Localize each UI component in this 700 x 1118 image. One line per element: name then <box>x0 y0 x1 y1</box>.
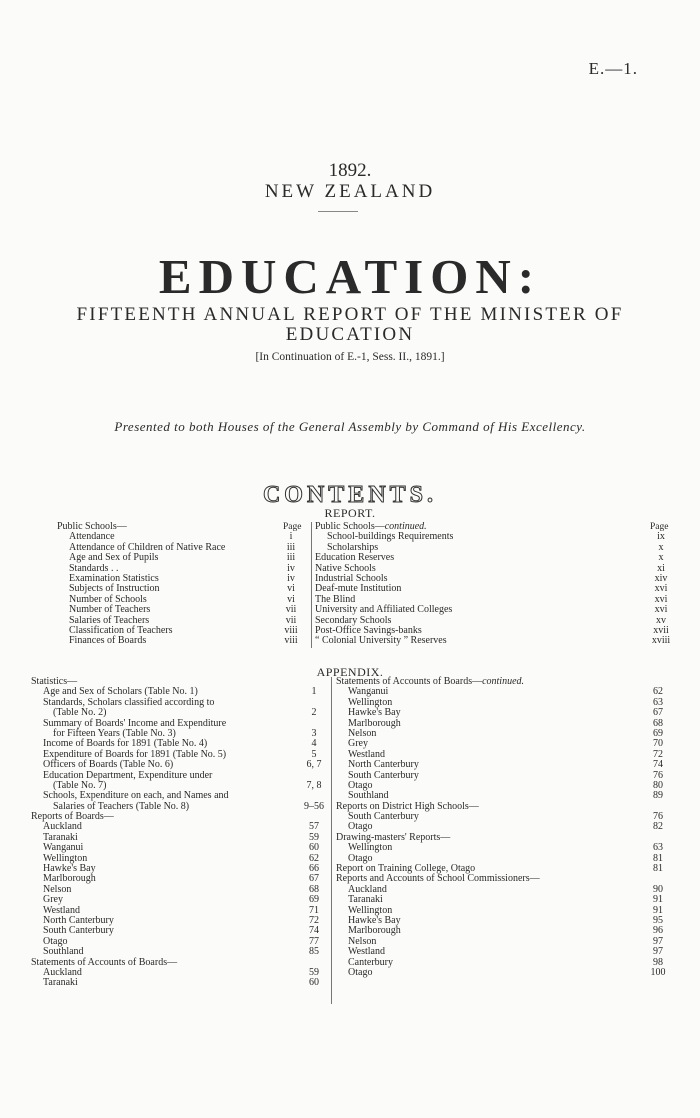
contents-entry-label: Westland <box>348 946 385 958</box>
contents-entry-page: 85 <box>309 946 319 958</box>
contents-entry-label: Otago <box>348 779 373 791</box>
contents-entry <box>31 708 331 718</box>
appendix-right-column <box>336 677 676 978</box>
contents-entry-label: Report on Training College, Otago <box>336 863 476 875</box>
contents-entry <box>31 978 331 988</box>
contents-entry-label: Schools, Expenditure on each, and Names and <box>43 790 229 802</box>
contents-entry-label: Nelson <box>348 727 377 739</box>
contents-entry-page: 97 <box>653 946 663 958</box>
contents-entry <box>31 760 331 770</box>
appendix-heading: APPENDIX. <box>316 665 384 679</box>
report-heading: REPORT. <box>324 506 376 520</box>
contents-entry-page: 71 <box>309 904 319 916</box>
contents-entry-page: 82 <box>653 821 663 833</box>
contents-entry-page: 59 <box>309 966 319 978</box>
contents-entry-page: i <box>289 531 293 543</box>
contents-entry-page: 97 <box>653 935 663 947</box>
contents-entry-label: Age and Sex of Scholars (Table No. 1) <box>43 686 198 698</box>
contents-entry-label: Marlborough <box>348 717 401 729</box>
contents-entry-label: Hawke's Bay <box>348 914 401 926</box>
contents-entry-label: North Canterbury <box>348 759 419 771</box>
contents-entry-page: 77 <box>309 935 319 947</box>
contents-entry <box>336 739 676 749</box>
contents-entry <box>57 553 313 563</box>
contents-entry-label: Industrial Schools <box>315 572 388 584</box>
contents-entry-label: Education Department, Expenditure under <box>43 769 213 781</box>
country-heading: NEW ZEALAND <box>264 181 436 202</box>
contents-entry-page: 66 <box>309 863 319 875</box>
contents-entry-label: Number of Schools <box>69 593 147 605</box>
contents-entry-label: Classification of Teachers <box>69 624 173 636</box>
contents-entry-page: 2 <box>311 707 317 719</box>
contents-entry-page: 81 <box>653 852 663 864</box>
contents-entry-label: Wellington <box>348 904 393 916</box>
contents-entry-label: University and Affiliated Colleges <box>315 604 453 616</box>
contents-entry-label: Finances of Boards <box>69 635 147 647</box>
page-label-right: Page <box>650 522 669 532</box>
contents-entry-label: Wanganui <box>348 686 389 698</box>
contents-entry-label: South Canterbury <box>348 811 419 823</box>
contents-entry-label: South Canterbury <box>43 925 114 937</box>
contents-entry-label: Income of Boards for 1891 (Table No. 4) <box>43 738 208 750</box>
contents-entry-label: Taranaki <box>43 831 78 843</box>
contents-entry-page: 72 <box>653 748 663 760</box>
contents-entry-label: Reports on District High Schools— <box>336 800 479 812</box>
contents-entry-page: iv <box>287 572 295 584</box>
contents-entry <box>315 584 677 594</box>
subtitle-line-1: FIFTEENTH ANNUAL REPORT OF THE MINISTER OF <box>76 304 624 325</box>
contents-entry <box>336 843 676 853</box>
contents-entry-page: 90 <box>653 883 663 895</box>
contents-heading: CONTENTS. <box>262 482 438 508</box>
contents-entry <box>315 553 677 563</box>
contents-entry-page: 81 <box>653 863 663 875</box>
contents-entry-label: Wellington <box>43 852 88 864</box>
contents-entry-page: 96 <box>653 925 663 937</box>
contents-entry-label: Nelson <box>43 883 72 895</box>
contents-entry-label: Examination Statistics <box>69 572 159 584</box>
presented-note: Presented to both Houses of the General Assembly by Command of His Excellency. <box>114 419 586 434</box>
contents-entry-label: Westland <box>348 748 385 760</box>
contents-entry-label: (Table No. 7) <box>53 779 107 791</box>
contents-entry-label: Deaf-mute Institution <box>315 583 402 595</box>
contents-entry-label: Scholarships <box>327 541 379 553</box>
contents-entry-label: Summary of Boards' Income and Expenditure <box>43 717 227 729</box>
appendix-left-column <box>31 677 331 989</box>
contents-entry-page: 76 <box>653 769 663 781</box>
contents-entry-page: 6, 7 <box>306 759 322 771</box>
contents-entry-page: 63 <box>653 842 663 854</box>
contents-entry-label: Wellington <box>348 842 393 854</box>
contents-entry-label: for Fifteen Years (Table No. 3) <box>53 727 176 739</box>
contents-entry-label: (Table No. 2) <box>53 707 107 719</box>
contents-entry-label: Grey <box>43 894 63 906</box>
contents-entry-label: Nelson <box>348 935 377 947</box>
contents-entry-page: 67 <box>653 707 663 719</box>
contents-entry-page: xvi <box>654 583 668 595</box>
contents-entry-label: Auckland <box>43 966 82 978</box>
contents-entry-label: Auckland <box>348 883 387 895</box>
contents-entry-label: Native Schools <box>315 562 376 574</box>
continuation-note: [In Continuation of E.-1, Sess. II., 1891.] <box>255 351 445 363</box>
contents-entry-label: Statistics— <box>31 676 78 687</box>
contents-entry <box>31 947 331 957</box>
contents-entry-label: Statements of Accounts of Boards—continued. <box>336 676 525 687</box>
contents-entry-page: 57 <box>309 821 319 833</box>
contents-entry-page: x <box>658 541 664 553</box>
contents-entry-label: North Canterbury <box>43 914 114 926</box>
contents-entry-page: xvi <box>654 604 668 616</box>
contents-entry-label: Hawke's Bay <box>348 707 401 719</box>
contents-entry-page: xviii <box>651 635 671 647</box>
contents-entry-page: 1 <box>311 686 317 698</box>
contents-entry-page: 95 <box>653 914 663 926</box>
contents-entry-page: 67 <box>309 873 319 885</box>
contents-entry <box>336 968 676 978</box>
document-reference: E.—1. <box>588 59 638 78</box>
contents-entry-page: 68 <box>653 717 663 729</box>
contents-entry <box>336 771 676 781</box>
subtitle-line-2: EDUCATION <box>285 324 415 345</box>
contents-entry-label: Standards, Scholars classified according to <box>43 696 215 708</box>
contents-entry-page: 91 <box>653 904 663 916</box>
contents-entry <box>31 885 331 895</box>
contents-entry-page: 62 <box>653 686 663 698</box>
contents-entry-label: Statements of Accounts of Boards— <box>31 956 178 968</box>
contents-entry-label: Secondary Schools <box>315 614 392 626</box>
contents-entry <box>336 937 676 947</box>
contents-entry-page: iii <box>286 541 296 553</box>
contents-entry-page: 69 <box>653 727 663 739</box>
contents-entry-page: 60 <box>309 842 319 854</box>
contents-entry-label: Officers of Boards (Table No. 6) <box>43 759 174 771</box>
contents-entry-label: Marlborough <box>43 873 96 885</box>
report-right-column <box>315 522 677 647</box>
page-label-left: Page <box>283 522 302 532</box>
contents-entry-label: Attendance <box>69 531 115 543</box>
contents-entry-page: 69 <box>309 894 319 906</box>
divider <box>318 211 358 212</box>
contents-entry-label: Southland <box>43 946 84 958</box>
contents-entry-page: vii <box>285 614 297 626</box>
contents-entry-page: 3 <box>311 727 317 739</box>
contents-entry-label: Taranaki <box>348 894 383 906</box>
contents-entry-label: Hawke's Bay <box>43 863 96 875</box>
contents-entry-label: Grey <box>348 738 368 750</box>
contents-entry-label: Public Schools—continued. <box>315 521 427 532</box>
contents-entry-page: 59 <box>309 831 319 843</box>
contents-entry-label: Attendance of Children of Native Race <box>69 541 226 553</box>
contents-entry-page: 62 <box>309 852 319 864</box>
contents-entry-label: Post-Office Savings-banks <box>315 624 422 636</box>
contents-entry-label: Auckland <box>43 821 82 833</box>
contents-entry-label: Salaries of Teachers <box>69 614 150 626</box>
report-left-column <box>57 522 313 647</box>
contents-entry <box>336 729 676 739</box>
contents-entry-label: Expenditure of Boards for 1891 (Table No. 5) <box>43 748 227 760</box>
contents-entry-label: Otago <box>348 966 373 978</box>
contents-entry <box>336 708 676 718</box>
contents-entry <box>336 760 676 770</box>
contents-entry-label: Otago <box>348 821 373 833</box>
contents-entry-label: Age and Sex of Pupils <box>69 552 159 564</box>
contents-entry-label: The Blind <box>315 593 356 605</box>
contents-entry-page: xvii <box>653 624 669 636</box>
contents-entry-label: Wellington <box>348 696 393 708</box>
contents-entry-page: xvi <box>654 593 668 605</box>
contents-entry <box>336 926 676 936</box>
contents-entry-page: 5 <box>311 748 317 760</box>
contents-entry-page: 70 <box>653 738 663 750</box>
contents-entry-page: viii <box>284 635 298 647</box>
contents-entry <box>31 926 331 936</box>
contents-entry-label: Public Schools— <box>57 521 127 532</box>
contents-entry <box>336 874 676 884</box>
contents-entry <box>57 605 313 615</box>
contents-entry-page: viii <box>284 624 298 636</box>
contents-entry <box>31 874 331 884</box>
contents-entry-label: South Canterbury <box>348 769 419 781</box>
contents-entry-page: 72 <box>309 914 319 926</box>
contents-entry <box>57 636 313 646</box>
contents-entry-page: 4 <box>311 738 317 750</box>
contents-entry-label: School-buildings Requirements <box>327 531 454 543</box>
contents-entry-page: 100 <box>650 966 666 978</box>
contents-entry-label: Subjects of Instruction <box>69 583 160 595</box>
contents-entry-page: 74 <box>309 925 319 937</box>
contents-entry <box>336 719 676 729</box>
contents-entry-page: 89 <box>653 790 663 802</box>
contents-entry-page: 7, 8 <box>306 779 322 791</box>
contents-entry-label: Salaries of Teachers (Table No. 8) <box>53 800 190 812</box>
contents-entry-page: xv <box>656 614 666 626</box>
contents-entry-page: 76 <box>653 811 663 823</box>
contents-entry-label: Drawing-masters' Reports— <box>336 831 451 843</box>
contents-entry-page: ix <box>657 531 665 543</box>
contents-entry-page: 60 <box>309 977 319 989</box>
contents-entry-label: Standards . . <box>69 562 119 574</box>
contents-entry-label: Education Reserves <box>315 552 395 564</box>
contents-entry <box>336 947 676 957</box>
contents-entry-label: “ Colonial University ” Reserves <box>315 635 447 647</box>
contents-entry-page: 9–56 <box>304 800 324 812</box>
contents-entry-page: xi <box>657 562 665 574</box>
document-year: 1892. <box>328 160 372 181</box>
contents-entry-page: iv <box>287 562 295 574</box>
contents-entry <box>315 636 677 646</box>
contents-entry-label: Marlborough <box>348 925 401 937</box>
contents-entry-label: Otago <box>348 852 373 864</box>
contents-entry-label: Wanganui <box>43 842 84 854</box>
contents-entry-label: Number of Teachers <box>69 604 151 616</box>
contents-entry-page: 98 <box>653 956 663 968</box>
contents-entry-page: vi <box>287 593 295 605</box>
contents-entry-page: vii <box>285 604 297 616</box>
column-divider <box>331 677 332 1004</box>
contents-entry-page: x <box>658 552 664 564</box>
contents-entry-label: Southland <box>348 790 389 802</box>
contents-entry-label: Canterbury <box>348 956 393 968</box>
contents-entry-label: Westland <box>43 904 80 916</box>
contents-entry-page: 68 <box>309 883 319 895</box>
contents-entry-page: 74 <box>653 759 663 771</box>
contents-entry-page: 80 <box>653 779 663 791</box>
contents-entry <box>336 885 676 895</box>
contents-entry <box>336 812 676 822</box>
contents-entry-label: Otago <box>43 935 68 947</box>
contents-entry-label: Reports and Accounts of School Commissioners— <box>336 873 540 885</box>
page-title: EDUCATION: <box>158 249 542 304</box>
contents-entry-label: Taranaki <box>43 977 78 989</box>
contents-entry-page: 91 <box>653 894 663 906</box>
contents-entry <box>336 958 676 968</box>
contents-entry-page: iii <box>286 552 296 564</box>
contents-entry-page: xiv <box>654 572 668 584</box>
contents-entry-page: vi <box>287 583 295 595</box>
contents-entry-page: 63 <box>653 696 663 708</box>
contents-entry <box>315 605 677 615</box>
contents-entry-label: Reports of Boards— <box>31 811 114 823</box>
